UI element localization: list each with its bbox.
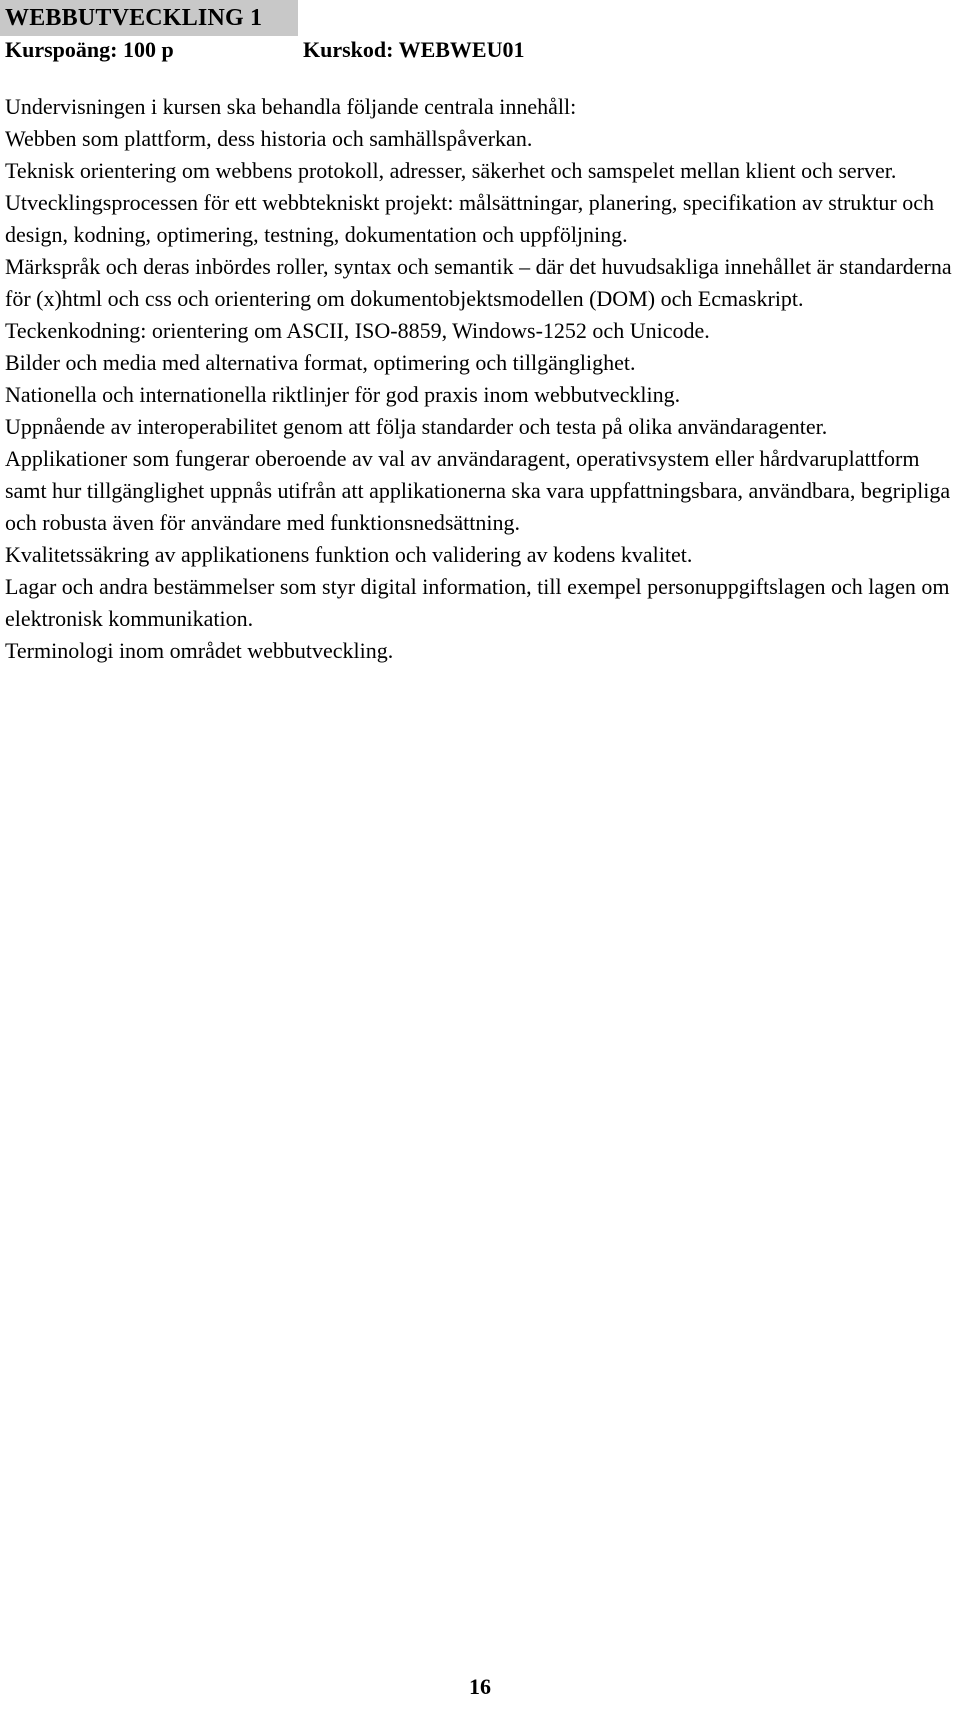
content-item: Teckenkodning: orientering om ASCII, ISO-8859, Windows-1252 och Unicode. xyxy=(5,318,710,343)
content-item: Märkspråk och deras inbördes roller, syntax och semantik – där det huvudsakliga innehållet är standarderna för (x)html och css och orientering om dokumentobjektsmodellen (DOM) och Ecmaskript. xyxy=(5,254,952,311)
course-points: Kurspoäng: 100 p xyxy=(5,37,174,62)
content-item: Terminologi inom området webbutveckling. xyxy=(5,638,394,663)
content-item: Kvalitetssäkring av applikationens funktion och validering av kodens kvalitet. xyxy=(5,542,693,567)
content-item: Bilder och media med alternativa format, optimering och tillgänglighet. xyxy=(5,350,636,375)
content-item: Lagar och andra bestämmelser som styr digital information, till exempel personuppgiftslagen och lagen om elektronisk kommunikation. xyxy=(5,574,950,631)
content-item: Uppnående av interoperabilitet genom att följa standarder och testa på olika användaragenter. xyxy=(5,414,828,439)
course-code: Kurskod: WEBWEU01 xyxy=(303,37,525,62)
content-item: Applikationer som fungerar oberoende av val av användaragent, operativsystem eller hårdvaruplattform samt hur tillgänglighet uppnås utifrån att applikationerna ska vara uppfattningsbara, användbara, begripliga och robusta även för användare med funktionsnedsättning. xyxy=(5,446,951,535)
content-item: Nationella och internationella riktlinjer för god praxis inom webbutveckling. xyxy=(5,382,681,407)
content-list xyxy=(5,91,955,667)
content-item: Webben som plattform, dess historia och samhällspåverkan. xyxy=(5,126,533,151)
intro-line: Undervisningen i kursen ska behandla följande centrala innehåll: xyxy=(5,94,577,119)
page-number: 16 xyxy=(469,1674,491,1699)
content-item: Teknisk orientering om webbens protokoll, adresser, säkerhet och samspelet mellan klient och server. xyxy=(5,158,897,183)
content-item: Utvecklingsprocessen för ett webbtekniskt projekt: målsättningar, planering, specifikation av struktur och design, kodning, optimering, testning, dokumentation och uppföljning. xyxy=(5,190,934,247)
course-title: WEBBUTVECKLING 1 xyxy=(5,5,263,31)
